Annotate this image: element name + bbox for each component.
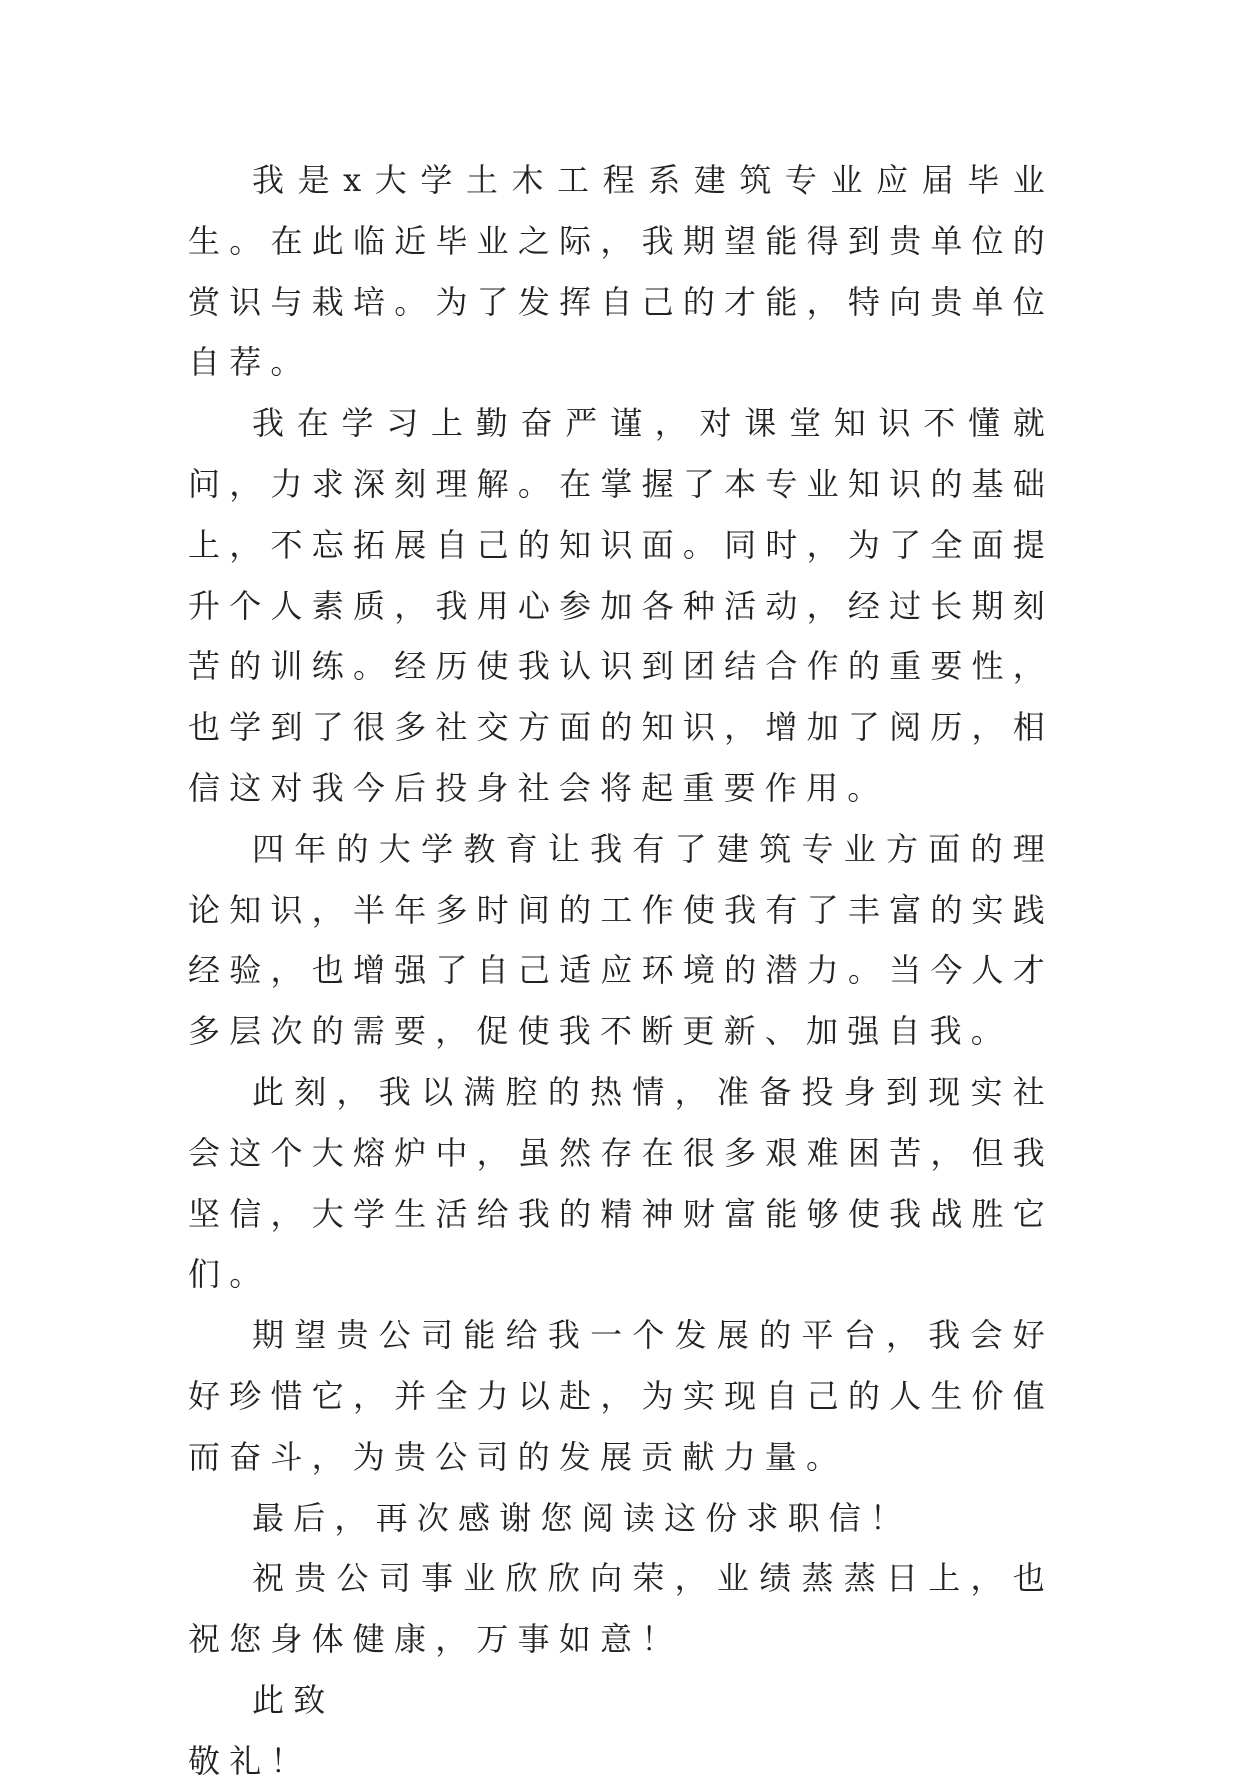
paragraph-expectation: 期望贵公司能给我一个发展的平台，我会好好珍惜它，并全力以赴，为实现自己的人生价值而奋斗，为贵公司的发展贡献力量。 — [188, 1316, 1054, 1476]
paragraph-study: 我在学习上勤奋严谨，对课堂知识不懂就问，力求深刻理解。在掌握了本专业知识的基础上，不忘拓展自己的知识面。同时，为了全面提升个人素质，我用心参加各种活动，经过长期刻苦的训练。经历使我认识到团结合作的重要性，也学到了很多社交方面的知识，增加了阅历，相信这对我今后投身社会将起重要作用。 — [188, 404, 1054, 807]
paragraph-thanks: 最后，再次感谢您阅读这份求职信！ — [252, 1498, 912, 1537]
paragraph-salutation: 此致 — [252, 1680, 335, 1719]
paragraph-enthusiasm: 此刻，我以满腔的热情，准备投身到现实社会这个大熔炉中，虽然存在很多艰难困苦，但我坚信，大学生活给我的精神财富能够使我战胜它们。 — [188, 1072, 1054, 1294]
paragraph-self-introduction: 我是x大学土木工程系建筑专业应届毕业生。在此临近毕业之际，我期望能得到贵单位的赏识与栽培。为了发挥自己的才能，特向贵单位自荐。 — [188, 161, 1054, 382]
paragraph-wishes: 祝贵公司事业欣欣向荣，业绩蒸蒸日上，也祝您身体健康，万事如意！ — [188, 1559, 1054, 1659]
closing-line: 敬礼！ — [188, 1741, 312, 1780]
letter-body — [188, 150, 1054, 1792]
paragraph-education: 四年的大学教育让我有了建筑专业方面的理论知识，半年多时间的工作使我有了丰富的实践经验，也增强了自己适应环境的潜力。当今人才多层次的需要，促使我不断更新、加强自我。 — [188, 829, 1054, 1051]
